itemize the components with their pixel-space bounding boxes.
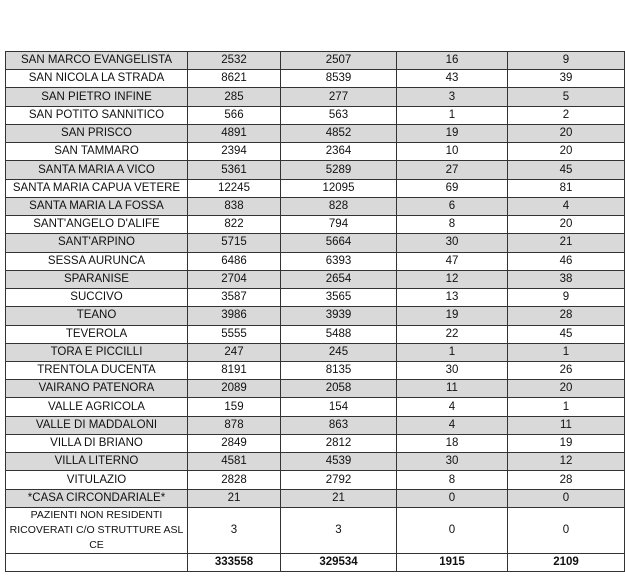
value-col-3: 19 <box>397 124 508 142</box>
value-col-2: 329534 <box>281 553 397 571</box>
table-row <box>6 252 625 270</box>
value-col-1: 21 <box>188 489 281 507</box>
value-col-3: 11 <box>397 380 508 398</box>
value-col-1: 878 <box>188 416 281 434</box>
value-col-2: 3565 <box>281 289 397 307</box>
value-col-4: 9 <box>508 289 625 307</box>
municipality-name: TEVEROLA <box>6 325 188 343</box>
municipality-name: SANTA MARIA A VICO <box>6 161 188 179</box>
value-col-2: 2058 <box>281 380 397 398</box>
value-col-1: 333558 <box>188 553 281 571</box>
table-row <box>6 453 625 471</box>
value-col-4: 19 <box>508 434 625 452</box>
value-col-3: 0 <box>397 489 508 507</box>
value-col-2: 154 <box>281 398 397 416</box>
value-col-1: 5715 <box>188 234 281 252</box>
value-col-1: 247 <box>188 343 281 361</box>
municipality-name: TRENTOLA DUCENTA <box>6 361 188 379</box>
municipality-name: SAN NICOLA LA STRADA <box>6 70 188 88</box>
value-col-4: 39 <box>508 70 625 88</box>
value-col-4: 11 <box>508 416 625 434</box>
value-col-1: 838 <box>188 197 281 215</box>
value-col-4: 1 <box>508 343 625 361</box>
value-col-3: 12 <box>397 270 508 288</box>
municipality-name: SANT'ANGELO D'ALIFE <box>6 216 188 234</box>
value-col-1: 8621 <box>188 70 281 88</box>
value-col-4: 26 <box>508 361 625 379</box>
table-row <box>6 52 625 70</box>
value-col-4: 20 <box>508 143 625 161</box>
value-col-2: 2507 <box>281 52 397 70</box>
value-col-4: 28 <box>508 471 625 489</box>
value-col-1: 4891 <box>188 124 281 142</box>
value-col-4: 0 <box>508 507 625 553</box>
value-col-2: 245 <box>281 343 397 361</box>
value-col-3: 0 <box>397 507 508 553</box>
municipality-name: SAN PIETRO INFINE <box>6 88 188 106</box>
table-row <box>6 398 625 416</box>
value-col-2: 2812 <box>281 434 397 452</box>
value-col-4: 1 <box>508 398 625 416</box>
value-col-2: 8135 <box>281 361 397 379</box>
value-col-4: 21 <box>508 234 625 252</box>
value-col-1: 2394 <box>188 143 281 161</box>
value-col-2: 828 <box>281 197 397 215</box>
value-col-1: 3 <box>188 507 281 553</box>
value-col-4: 2 <box>508 106 625 124</box>
table-row <box>6 343 625 361</box>
table-row <box>6 106 625 124</box>
municipality-name: SANTA MARIA LA FOSSA <box>6 197 188 215</box>
value-col-3: 1915 <box>397 553 508 571</box>
value-col-4: 5 <box>508 88 625 106</box>
value-col-2: 5664 <box>281 234 397 252</box>
totals-row <box>6 553 625 571</box>
table-row <box>6 325 625 343</box>
table-row <box>6 289 625 307</box>
municipality-name: TEANO <box>6 307 188 325</box>
municipality-name: SANTA MARIA CAPUA VETERE <box>6 179 188 197</box>
table-row <box>6 143 625 161</box>
municipality-name: VALLE DI MADDALONI <box>6 416 188 434</box>
value-col-3: 3 <box>397 88 508 106</box>
value-col-1: 159 <box>188 398 281 416</box>
table-row <box>6 216 625 234</box>
value-col-2: 12095 <box>281 179 397 197</box>
table-row <box>6 270 625 288</box>
value-col-2: 3 <box>281 507 397 553</box>
municipality-name: SESSA AURUNCA <box>6 252 188 270</box>
table-row <box>6 161 625 179</box>
value-col-1: 285 <box>188 88 281 106</box>
value-col-4: 12 <box>508 453 625 471</box>
table-row <box>6 197 625 215</box>
municipality-table <box>5 51 625 572</box>
value-col-3: 8 <box>397 216 508 234</box>
value-col-3: 30 <box>397 361 508 379</box>
value-col-1: 2704 <box>188 270 281 288</box>
value-col-1: 6486 <box>188 252 281 270</box>
table-row <box>6 416 625 434</box>
value-col-1: 5555 <box>188 325 281 343</box>
table-row <box>6 471 625 489</box>
municipality-name: PAZIENTI NON RESIDENTI RICOVERATI C/O STRUTTURE ASL CE <box>6 507 188 553</box>
value-col-4: 9 <box>508 52 625 70</box>
value-col-4: 28 <box>508 307 625 325</box>
value-col-3: 18 <box>397 434 508 452</box>
value-col-2: 794 <box>281 216 397 234</box>
table-row <box>6 361 625 379</box>
value-col-4: 20 <box>508 124 625 142</box>
value-col-2: 4852 <box>281 124 397 142</box>
value-col-2: 6393 <box>281 252 397 270</box>
value-col-1: 3587 <box>188 289 281 307</box>
value-col-1: 8191 <box>188 361 281 379</box>
municipality-name: VILLA LITERNO <box>6 453 188 471</box>
value-col-2: 563 <box>281 106 397 124</box>
municipality-name: SAN TAMMARO <box>6 143 188 161</box>
value-col-2: 2364 <box>281 143 397 161</box>
value-col-3: 6 <box>397 197 508 215</box>
table-row <box>6 489 625 507</box>
value-col-4: 2109 <box>508 553 625 571</box>
table-row <box>6 234 625 252</box>
value-col-2: 4539 <box>281 453 397 471</box>
value-col-3: 4 <box>397 416 508 434</box>
municipality-name: VILLA DI BRIANO <box>6 434 188 452</box>
table-row <box>6 434 625 452</box>
table-row <box>6 88 625 106</box>
value-col-4: 20 <box>508 216 625 234</box>
municipality-name: VAIRANO PATENORA <box>6 380 188 398</box>
value-col-1: 12245 <box>188 179 281 197</box>
municipality-name: SAN PRISCO <box>6 124 188 142</box>
value-col-2: 3939 <box>281 307 397 325</box>
municipality-name: SPARANISE <box>6 270 188 288</box>
value-col-2: 277 <box>281 88 397 106</box>
value-col-3: 19 <box>397 307 508 325</box>
municipality-name: *CASA CIRCONDARIALE* <box>6 489 188 507</box>
value-col-2: 5488 <box>281 325 397 343</box>
municipality-name: SUCCIVO <box>6 289 188 307</box>
value-col-4: 81 <box>508 179 625 197</box>
value-col-3: 1 <box>397 106 508 124</box>
value-col-3: 4 <box>397 398 508 416</box>
municipality-name: VALLE AGRICOLA <box>6 398 188 416</box>
value-col-2: 8539 <box>281 70 397 88</box>
value-col-1: 2089 <box>188 380 281 398</box>
value-col-3: 1 <box>397 343 508 361</box>
municipality-name <box>6 553 188 571</box>
value-col-1: 3986 <box>188 307 281 325</box>
value-col-2: 21 <box>281 489 397 507</box>
value-col-3: 47 <box>397 252 508 270</box>
municipality-name: TORA E PICCILLI <box>6 343 188 361</box>
value-col-1: 566 <box>188 106 281 124</box>
value-col-4: 20 <box>508 380 625 398</box>
value-col-2: 2792 <box>281 471 397 489</box>
value-col-1: 822 <box>188 216 281 234</box>
value-col-3: 22 <box>397 325 508 343</box>
value-col-4: 4 <box>508 197 625 215</box>
value-col-3: 27 <box>397 161 508 179</box>
value-col-1: 2849 <box>188 434 281 452</box>
value-col-1: 2828 <box>188 471 281 489</box>
value-col-3: 16 <box>397 52 508 70</box>
value-col-3: 13 <box>397 289 508 307</box>
table-row <box>6 179 625 197</box>
value-col-3: 43 <box>397 70 508 88</box>
value-col-3: 69 <box>397 179 508 197</box>
table-row <box>6 70 625 88</box>
value-col-2: 2654 <box>281 270 397 288</box>
value-col-4: 45 <box>508 325 625 343</box>
value-col-2: 5289 <box>281 161 397 179</box>
value-col-3: 30 <box>397 453 508 471</box>
value-col-4: 38 <box>508 270 625 288</box>
table-row <box>6 124 625 142</box>
table-row <box>6 380 625 398</box>
value-col-4: 0 <box>508 489 625 507</box>
value-col-4: 45 <box>508 161 625 179</box>
value-col-1: 2532 <box>188 52 281 70</box>
non-residents-row <box>6 507 625 553</box>
value-col-1: 5361 <box>188 161 281 179</box>
table-row <box>6 307 625 325</box>
value-col-4: 46 <box>508 252 625 270</box>
municipality-name: SAN MARCO EVANGELISTA <box>6 52 188 70</box>
value-col-2: 863 <box>281 416 397 434</box>
value-col-3: 8 <box>397 471 508 489</box>
municipality-name: SAN POTITO SANNITICO <box>6 106 188 124</box>
value-col-1: 4581 <box>188 453 281 471</box>
value-col-3: 10 <box>397 143 508 161</box>
municipality-name: VITULAZIO <box>6 471 188 489</box>
municipality-name: SANT'ARPINO <box>6 234 188 252</box>
value-col-3: 30 <box>397 234 508 252</box>
